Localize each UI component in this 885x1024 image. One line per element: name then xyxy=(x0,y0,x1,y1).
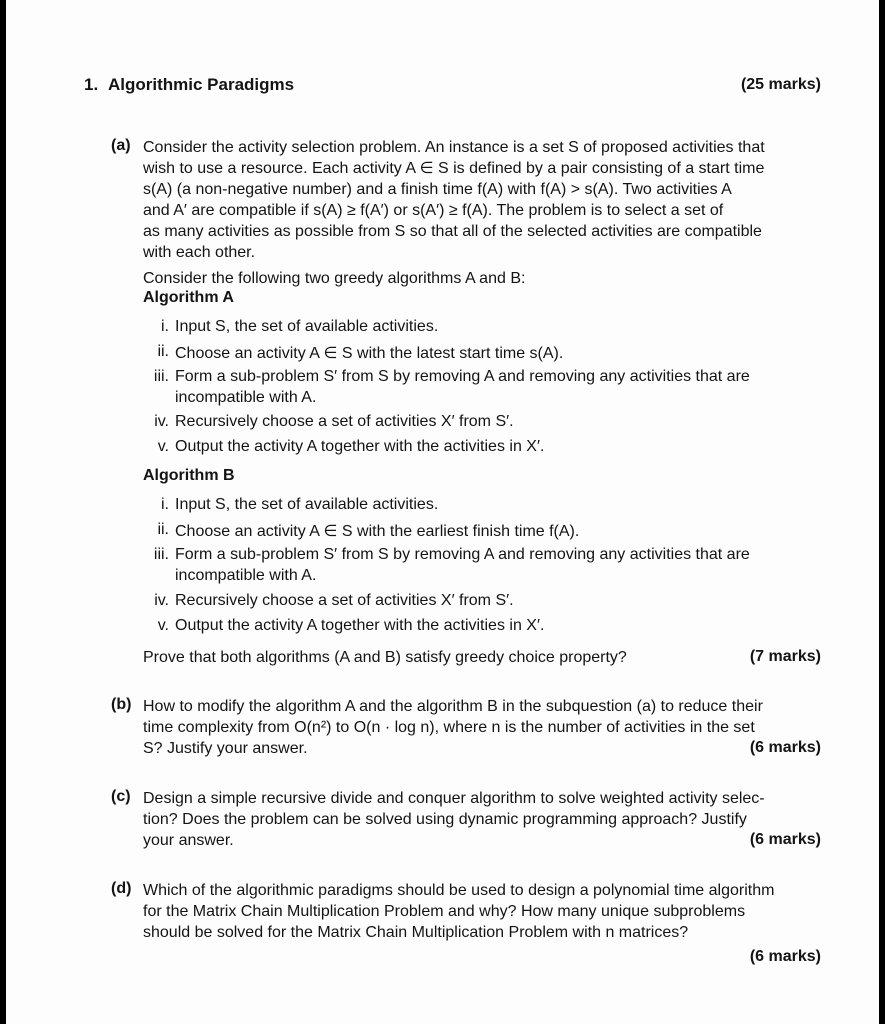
part-a-line: with each other. xyxy=(143,244,256,261)
part-d-marks: (6 marks) xyxy=(749,948,821,965)
algorithm-b-step: Recursively choose a set of activities X′ from S′. xyxy=(175,592,514,609)
consider-line: Consider the following two greedy algorithms A and B: xyxy=(143,270,526,287)
algorithm-b-step: Form a sub-problem S′ from S by removing A and removing any activities that are xyxy=(175,546,750,563)
algorithm-b-title: Algorithm B xyxy=(143,467,235,484)
part-d-line: should be solved for the Matrix Chain Multiplication Problem with n matrices? xyxy=(143,924,689,941)
part-a-line: wish to use a resource. Each activity A ∈ S is defined by a pair consisting of a start time xyxy=(143,160,765,177)
part-a-line: s(A) (a non-negative number) and a finish time f(A) with f(A) > s(A). Two activities A xyxy=(143,181,732,198)
part-d-line: Which of the algorithmic paradigms should be used to design a polynomial time algorithm xyxy=(143,882,775,899)
step-number: i. xyxy=(161,318,169,335)
part-b-marks: (6 marks) xyxy=(749,739,821,756)
part-d-line: for the Matrix Chain Multiplication Problem and why? How many unique subproblems xyxy=(143,903,746,920)
part-c-line: your answer. xyxy=(143,832,234,849)
part-a-marks: (7 marks) xyxy=(749,648,821,665)
part-b-line: S? Justify your answer. xyxy=(143,740,308,757)
algorithm-a-step-cont: incompatible with A. xyxy=(175,389,317,406)
part-c-line: tion? Does the problem can be solved using dynamic programming approach? Justify xyxy=(143,811,747,828)
algorithm-b-step-cont: incompatible with A. xyxy=(175,567,317,584)
part-d-text xyxy=(143,880,821,943)
step-number: iv. xyxy=(154,413,169,430)
step-number: v. xyxy=(157,438,169,455)
algorithm-b-step: Choose an activity A ∈ S with the earliest finish time f(A). xyxy=(175,523,580,540)
part-a-label: (a) xyxy=(111,137,131,154)
prove-line: Prove that both algorithms (A and B) satisfy greedy choice property? xyxy=(143,649,627,666)
part-c-text xyxy=(143,788,821,851)
part-a-line: and A′ are compatible if s(A) ≥ f(A′) or s(A′) ≥ f(A). The problem is to select a set of xyxy=(143,202,724,219)
question-number: 1. xyxy=(84,75,99,94)
algorithm-a-step: Recursively choose a set of activities X′ from S′. xyxy=(175,413,514,430)
part-a-line: as many activities as possible from S so that all of the selected activities are compatible xyxy=(143,223,762,240)
step-number: ii. xyxy=(157,343,169,360)
step-number: iii. xyxy=(153,368,169,385)
part-a-intro xyxy=(143,137,821,263)
step-number: i. xyxy=(161,496,169,513)
question-title: Algorithmic Paradigms xyxy=(108,75,295,94)
algorithm-a-step: Output the activity A together with the activities in X′. xyxy=(175,438,545,455)
part-b-label: (b) xyxy=(111,696,132,713)
step-number: iv. xyxy=(154,592,169,609)
algorithm-a-title: Algorithm A xyxy=(143,289,234,306)
step-number: iii. xyxy=(153,546,169,563)
part-c-label: (c) xyxy=(111,788,131,805)
algorithm-a-step: Input S, the set of available activities. xyxy=(175,318,439,335)
part-b-text xyxy=(143,696,821,759)
algorithm-a-step: Form a sub-problem S′ from S by removing A and removing any activities that are xyxy=(175,368,750,385)
algorithm-a-step: Choose an activity A ∈ S with the latest start time s(A). xyxy=(175,345,564,362)
part-c-line: Design a simple recursive divide and conquer algorithm to solve weighted activity selec- xyxy=(143,790,765,807)
step-number: ii. xyxy=(157,521,169,538)
part-c-marks: (6 marks) xyxy=(749,831,821,848)
part-a-line: Consider the activity selection problem. An instance is a set S of proposed activities that xyxy=(143,139,765,156)
algorithm-b-step: Input S, the set of available activities. xyxy=(175,496,439,513)
step-number: v. xyxy=(157,617,169,634)
part-b-line: time complexity from O(n²) to O(n · log n), where n is the number of activities in the set xyxy=(143,719,755,736)
part-d-label: (d) xyxy=(111,880,132,897)
part-b-line: How to modify the algorithm A and the algorithm B in the subquestion (a) to reduce their xyxy=(143,698,763,715)
question-total-marks: (25 marks) xyxy=(740,76,821,93)
algorithm-b-step: Output the activity A together with the activities in X′. xyxy=(175,617,545,634)
